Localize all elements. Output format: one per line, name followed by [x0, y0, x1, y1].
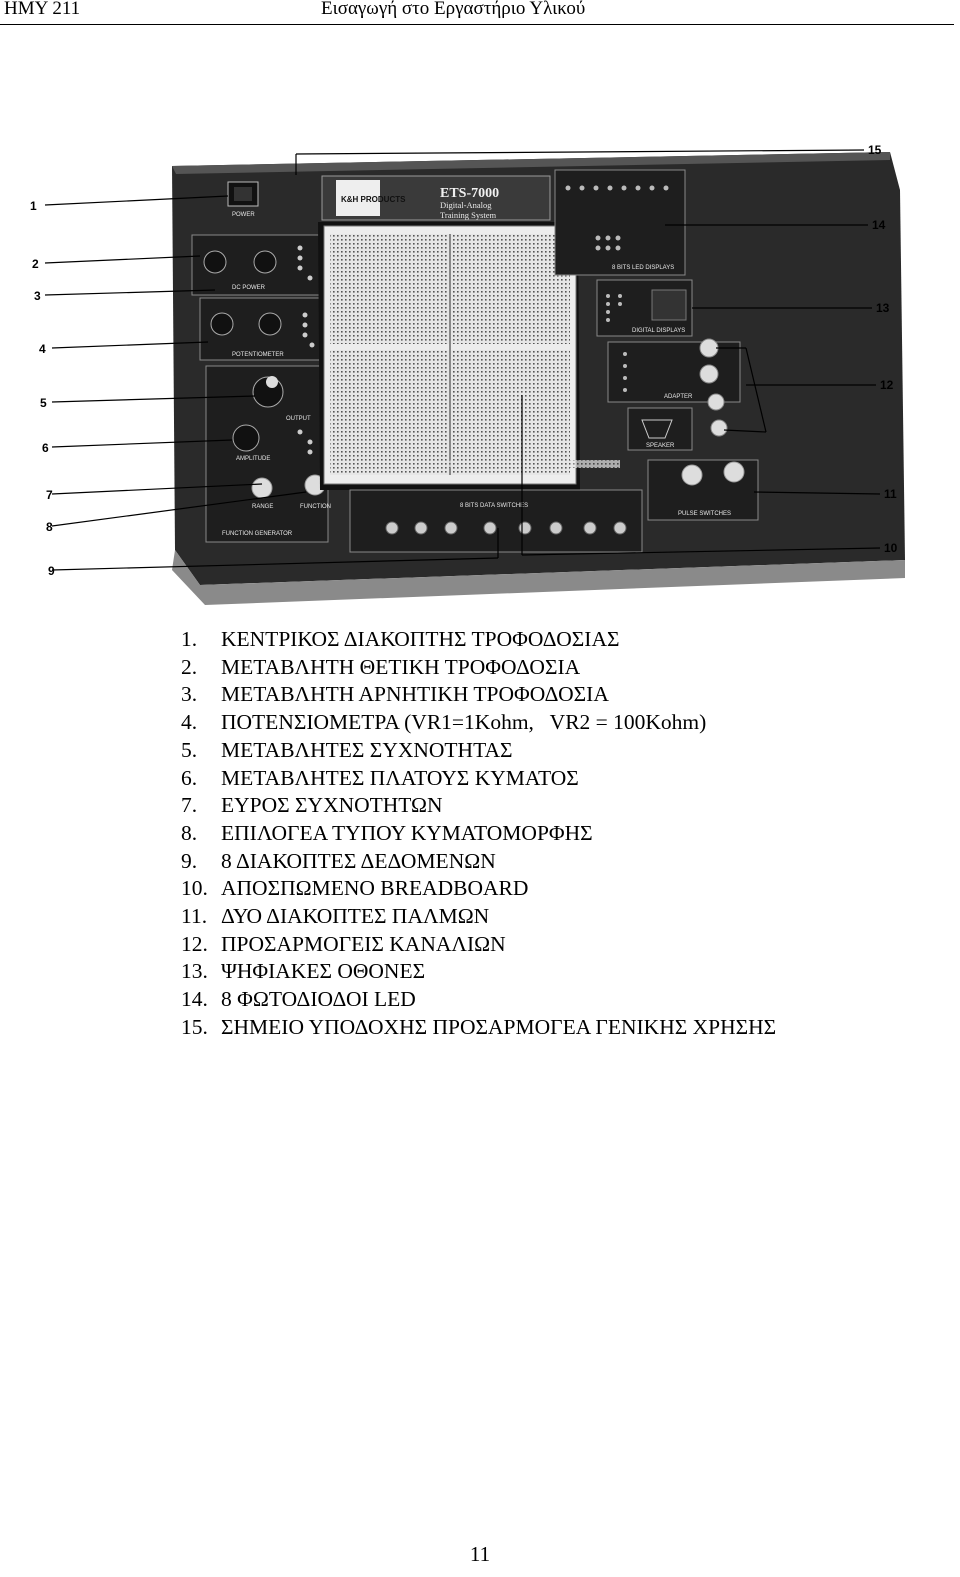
- legend-number: 11.: [181, 904, 208, 929]
- legend-text: ΠΡΟΣΑΡΜΟΓΕΙΣ ΚΑΝΑΛΙΩΝ: [221, 931, 506, 956]
- callout-7: 7: [46, 488, 53, 502]
- brand-label: K&H PRODUCTS: [341, 195, 406, 204]
- callout-12: 12: [880, 378, 894, 392]
- legend-text: ΕΥΡΟΣ ΣΥΧΝΟΤΗΤΩΝ: [221, 793, 443, 818]
- legend-item: [181, 765, 776, 793]
- function-label: FUNCTION: [300, 504, 331, 510]
- data-switches-label: 8 BITS DATA SWITCHES: [460, 503, 529, 509]
- legend-text: ΔΥΟ ΔΙΑΚΟΠΤΕΣ ΠΑΛΜΩΝ: [221, 904, 490, 929]
- callout-9: 9: [48, 564, 55, 578]
- page-number: 11: [469, 1542, 491, 1566]
- brand-plate: [322, 176, 550, 220]
- legend-text: ΠΟΤΕΝΣΙΟΜΕΤΡΑ (VR1=1Kohm, VR2 = 100Kohm): [221, 710, 707, 735]
- adapter-label: ADAPTER: [664, 394, 693, 400]
- legend-item: [181, 820, 776, 848]
- device-name: ETS-7000: [440, 186, 500, 201]
- digital-displays-panel: [597, 280, 692, 336]
- legend-number: 3.: [181, 682, 198, 707]
- range-label: RANGE: [252, 504, 274, 510]
- trainer-illustration: [0, 130, 960, 610]
- legend-number: 5.: [181, 737, 198, 762]
- legend-item: [181, 709, 776, 737]
- legend-item: [181, 654, 776, 682]
- legend-number: 15.: [181, 1014, 208, 1039]
- legend-text: ΕΠΙΛΟΓΕΑ ΤΥΠΟΥ ΚΥΜΑΤΟΜΟΡΦΗΣ: [221, 820, 593, 845]
- speaker-label: SPEAKER: [646, 443, 675, 449]
- callout-4: 4: [39, 342, 46, 356]
- function-generator-label: FUNCTION GENERATOR: [222, 531, 293, 537]
- legend-number: 14.: [181, 987, 208, 1012]
- legend-item: [181, 737, 776, 765]
- legend-item: [181, 1014, 776, 1042]
- legend-item: [181, 792, 776, 820]
- legend-item: [181, 875, 776, 903]
- legend-text: ΚΕΝΤΡΙΚΟΣ ΔΙΑΚΟΠΤΗΣ ΤΡΟΦΟΔΟΣΙΑΣ: [221, 627, 620, 651]
- callout-8: 8: [46, 520, 53, 534]
- callout-2: 2: [32, 257, 39, 271]
- callout-14: 14: [872, 218, 886, 232]
- legend-number: 8.: [181, 820, 198, 845]
- power-switch: [228, 182, 258, 218]
- trainer-photo-figure: [0, 130, 960, 610]
- legend-number: 2.: [181, 654, 198, 679]
- callout-3: 3: [34, 289, 41, 303]
- power-label: POWER: [232, 212, 255, 218]
- legend-number: 1.: [181, 627, 198, 651]
- legend-number: 9.: [181, 848, 198, 873]
- legend-text: ΜΕΤΑΒΛΗΤΕΣ ΣΥΧΝΟΤΗΤΑΣ: [221, 737, 513, 762]
- legend-item: [181, 903, 776, 931]
- legend-item: [181, 626, 776, 654]
- callout-11: 11: [884, 487, 897, 501]
- legend-item: [181, 958, 776, 986]
- legend-text: ΨΗΦΙΑΚΕΣ ΟΘΟΝΕΣ: [221, 959, 426, 984]
- course-code: ΗΜΥ 211: [4, 0, 81, 19]
- legend-text: ΑΠΟΣΠΩΜΕΝΟ BREADBOARD: [221, 876, 529, 901]
- component-legend: [181, 626, 776, 1042]
- led-displays-label: 8 BITS LED DISPLAYS: [612, 265, 675, 271]
- legend-item: [181, 848, 776, 876]
- legend-number: 13.: [181, 959, 208, 984]
- legend-number: 4.: [181, 710, 198, 735]
- device-subtitle-2: Training System: [440, 210, 497, 220]
- legend-item: [181, 931, 776, 959]
- callout-6: 6: [42, 441, 49, 455]
- page-header: [0, 0, 954, 25]
- callout-1: 1: [30, 199, 37, 213]
- callout-15: 15: [868, 143, 882, 157]
- legend-text: ΜΕΤΑΒΛΗΤΕΣ ΠΛΑΤΟΥΣ ΚΥΜΑΤΟΣ: [221, 765, 579, 790]
- legend-number: 6.: [181, 765, 198, 790]
- dc-power-label: DC POWER: [232, 285, 265, 291]
- potentiometer-panel: [200, 298, 322, 360]
- legend-number: 12.: [181, 931, 208, 956]
- dc-power-panel: [192, 235, 320, 295]
- legend-text: ΣΗΜΕΙΟ ΥΠΟΔΟΧΗΣ ΠΡΟΣΑΡΜΟΓΕΑ ΓΕΝΙΚΗΣ ΧΡΗΣΗΣ: [221, 1014, 777, 1039]
- legend-text: ΜΕΤΑΒΛΗΤΗ ΘΕΤΙΚΗ ΤΡΟΦΟΔΟΣΙΑ: [221, 654, 581, 679]
- pulse-switches-panel: [648, 460, 758, 520]
- legend-number: 10.: [181, 876, 208, 901]
- legend-text: 8 ΔΙΑΚΟΠΤΕΣ ΔΕΔΟΜΕΝΩΝ: [221, 848, 496, 873]
- output-label: OUTPUT: [286, 416, 311, 422]
- legend-number: 7.: [181, 793, 198, 818]
- digital-displays-label: DIGITAL DISPLAYS: [632, 328, 686, 334]
- potentiometer-label: POTENTIOMETER: [232, 352, 284, 358]
- speaker-panel: [628, 408, 692, 450]
- pulse-switches-label: PULSE SWITCHES: [678, 511, 732, 517]
- callout-13: 13: [876, 301, 890, 315]
- data-switches-panel: [350, 490, 642, 552]
- legend-text: ΜΕΤΑΒΛΗΤΗ ΑΡΝΗΤΙΚΗ ΤΡΟΦΟΔΟΣΙΑ: [221, 682, 609, 707]
- amplitude-label: AMPLITUDE: [236, 456, 271, 462]
- device-subtitle-1: Digital-Analog: [440, 200, 492, 210]
- led-displays-panel: [555, 170, 685, 275]
- document-title: Εισαγωγή στο Εργαστήριο Υλικού: [321, 0, 586, 19]
- legend-text: 8 ΦΩΤΟΔΙΟΔΟΙ LED: [221, 987, 416, 1012]
- legend-item: [181, 681, 776, 709]
- callout-5: 5: [40, 396, 47, 410]
- callout-10: 10: [884, 541, 898, 555]
- legend-item: [181, 986, 776, 1014]
- function-generator-panel: [206, 366, 331, 542]
